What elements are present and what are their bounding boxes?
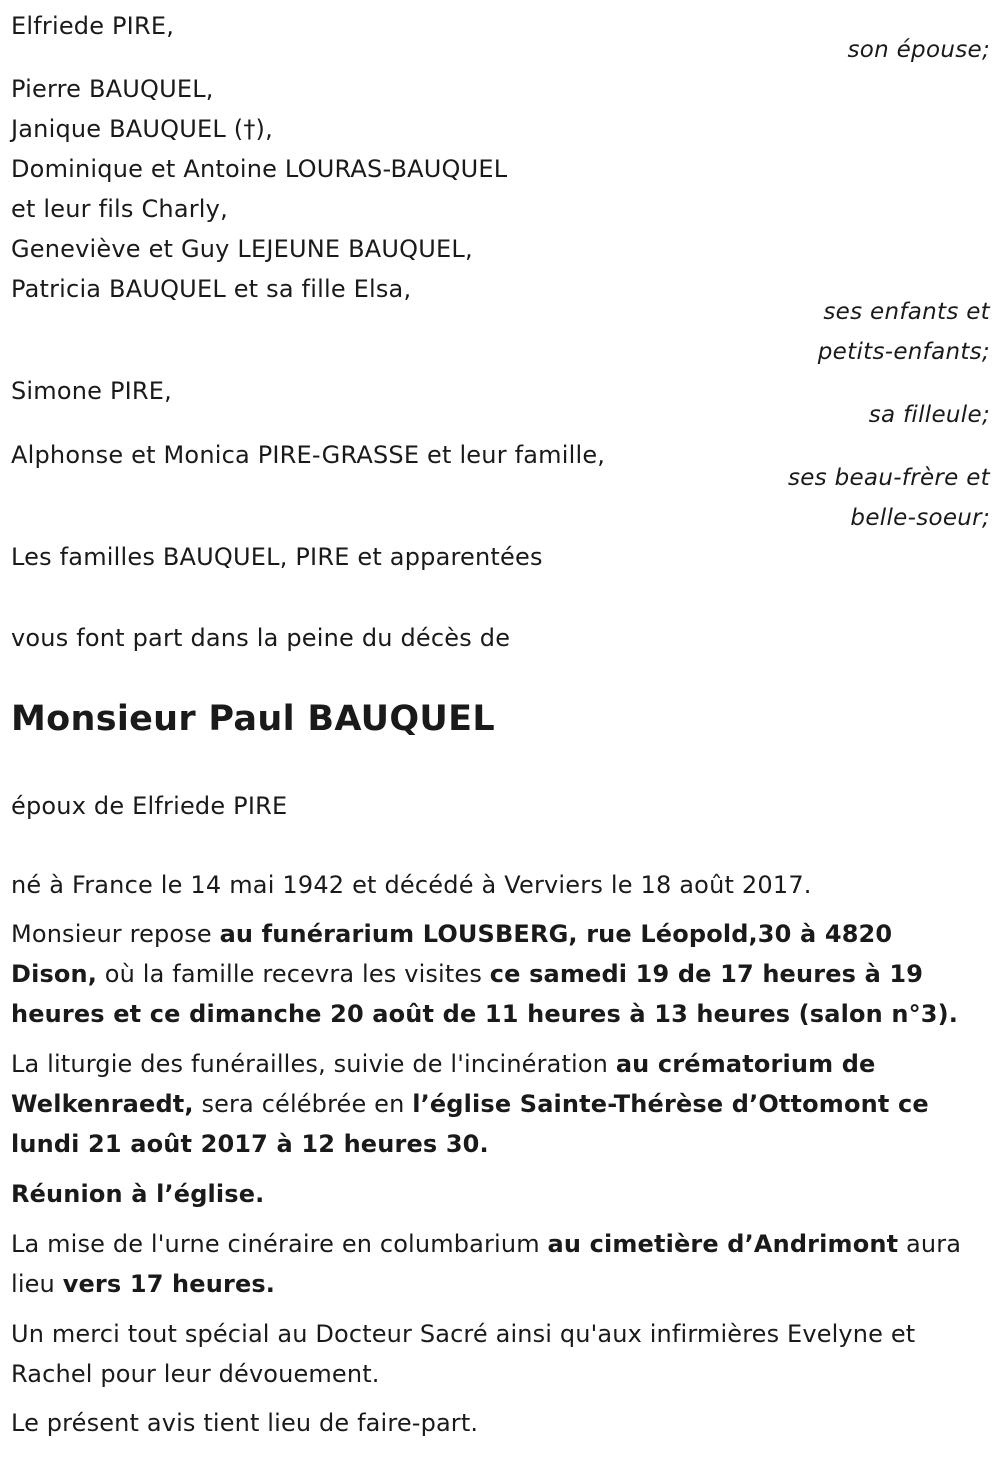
spouse-name: Elfriede PIRE, [11, 12, 175, 40]
children-line-3: Dominique et Antoine LOURAS-BAUQUEL [11, 155, 508, 183]
children-role-2: petits-enfants; [817, 339, 990, 365]
time: vers 17 heures. [62, 1270, 276, 1298]
birth-death: né à France le 14 mai 1942 et décédé à Verviers le 18 août 2017. [11, 871, 812, 899]
spouse-role: son épouse; [847, 37, 990, 63]
text: La mise de l'urne cinéraire en columbarium [11, 1230, 548, 1258]
church-date: l’église Sainte-Thérèse d’Ottomont ce lundi 21 août 2017 à 12 heures 30. [11, 1090, 929, 1158]
children-line-1: Pierre BAUQUEL, [11, 75, 214, 103]
text: La liturgie des funérailles, suivie de l'incinération [11, 1050, 616, 1078]
spouse-of: époux de Elfriede PIRE [11, 792, 288, 820]
goddaughter-name: Simone PIRE, [11, 377, 172, 405]
in-laws-name: Alphonse et Monica PIRE-GRASSE et leur famille, [11, 441, 606, 469]
children-line-4: et leur fils Charly, [11, 195, 228, 223]
meeting-paragraph: Réunion à l’église. [11, 1180, 265, 1208]
in-laws-role-1: ses beau-frère et [787, 465, 990, 491]
liturgy-paragraph [11, 1044, 981, 1164]
thanks-paragraph: Un merci tout spécial au Docteur Sacré ainsi qu'aux infirmières Evelyne et Rachel pour leur dévouement. [11, 1320, 916, 1388]
goddaughter-role: sa filleule; [868, 402, 990, 428]
crematorium: au crématorium de Welkenraedt, [11, 1050, 876, 1118]
children-line-6: Patricia BAUQUEL et sa fille Elsa, [11, 275, 412, 303]
families-line: Les familles BAUQUEL, PIRE et apparentées [11, 543, 543, 571]
text: sera célébrée en [193, 1090, 413, 1118]
children-line-5: Geneviève et Guy LEJEUNE BAUQUEL, [11, 235, 473, 263]
notice-paragraph: Le présent avis tient lieu de faire-part. [11, 1409, 479, 1437]
text: Monsieur repose [11, 920, 220, 948]
children-line-2: Janique BAUQUEL (†), [11, 115, 273, 143]
cemetery: au cimetière d’Andrimont [547, 1230, 899, 1258]
text: où la famille recevra les visites [97, 960, 490, 988]
children-role-1: ses enfants et [823, 299, 990, 325]
urn-paragraph [11, 1224, 981, 1304]
schedule: ce samedi 19 de 17 heures à 19 heures et ce dimanche 20 août de 11 heures à 13 heures (salon n°3). [11, 960, 958, 1028]
location: au funérarium LOUSBERG, rue Léopold,30 à 4820 Dison, [11, 920, 893, 988]
visitation-paragraph [11, 914, 981, 1034]
announcement: vous font part dans la peine du décès de [11, 624, 511, 652]
text: aura lieu [11, 1230, 962, 1298]
deceased-name: Monsieur Paul BAUQUEL [11, 699, 495, 739]
in-laws-role-2: belle-soeur; [850, 505, 990, 531]
